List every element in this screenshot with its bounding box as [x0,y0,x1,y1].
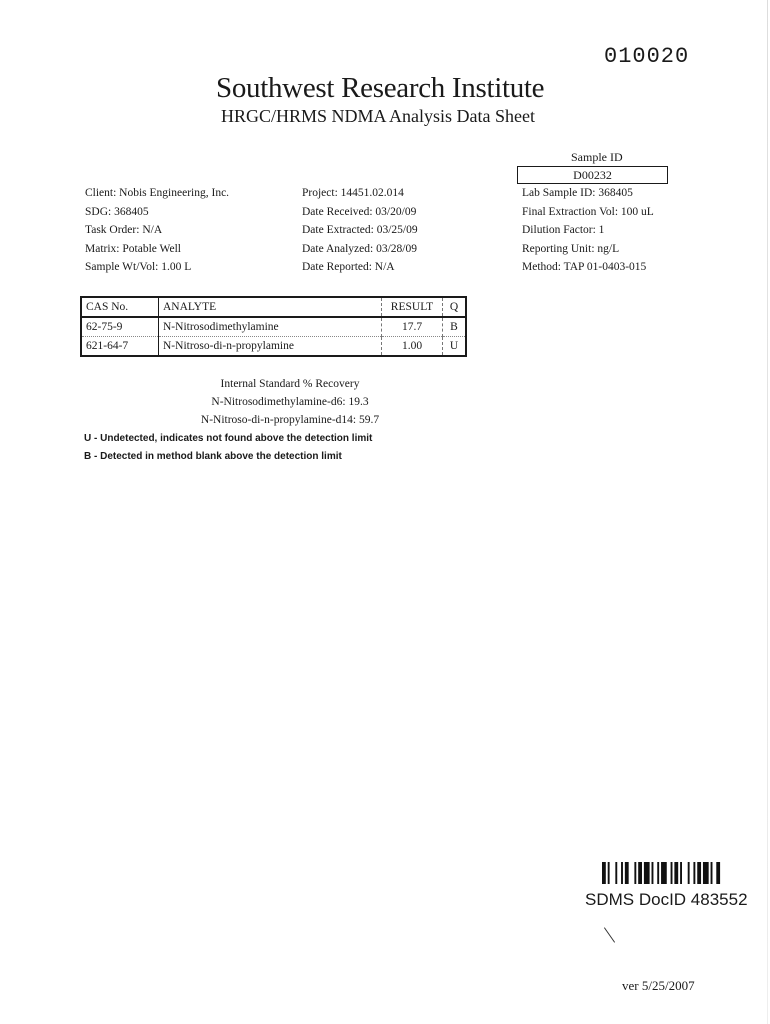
method-field: Method: TAP 01-0403-015 [522,261,647,273]
column-header-q: Q [443,297,467,317]
project-field: Project: 14451.02.014 [302,187,404,199]
lab-info-column [522,184,654,277]
analyte-cell: N-Nitrosodimethylamine [159,317,382,337]
sample-id-label: Sample ID [571,150,623,164]
qualifier-note-b: B - Detected in method blank above the detection limit [84,451,342,462]
project-info-column [302,184,418,277]
page-subtitle: HRGC/HRMS NDMA Analysis Data Sheet [221,106,536,126]
result-cell: 1.00 [382,337,443,357]
page-number: 010020 [604,44,690,69]
task-order-field: Task Order: N/A [85,224,163,236]
date-reported-field: Date Reported: N/A [302,261,395,273]
result-cell: 17.7 [382,317,443,337]
scan-edge [767,0,768,1024]
internal-standard-line: N-Nitroso-di-n-propylamine-d14: 59.7 [200,414,380,426]
matrix-field: Matrix: Potable Well [85,242,181,255]
barcode [602,862,722,884]
qualifier-cell: B [443,317,467,337]
column-header-analyte: ANALYTE [159,297,382,317]
sdg-field: SDG: 368405 [85,205,149,218]
lab-sample-id-field: Lab Sample ID: 368405 [522,187,633,199]
version-label: ver 5/25/2007 [622,978,695,993]
qualifier-note-u: U - Undetected, indicates not found above the detection limit [84,433,373,444]
table-row [81,317,466,337]
doc-id: SDMS DocID 483552 [585,890,748,909]
results-table [80,296,467,357]
page-title: Southwest Research Institute [216,72,545,104]
internal-standard-line: N-Nitrosodimethylamine-d6: 19.3 [211,396,369,408]
date-analyzed-field: Date Analyzed: 03/28/09 [302,242,417,255]
dilution-factor-field: Dilution Factor: 1 [522,224,605,236]
sample-id-value: D00232 [517,166,668,184]
analyte-cell: N-Nitroso-di-n-propylamine [163,340,294,352]
client-info-column [85,184,229,277]
qualifier-cell: U [449,340,459,352]
pen-mark [604,927,615,942]
date-extracted-field: Date Extracted: 03/25/09 [302,224,418,236]
cas-cell: 62-75-9 [81,317,159,337]
date-received-field: Date Received: 03/20/09 [302,205,417,218]
internal-standard-title: Internal Standard % Recovery [220,378,360,390]
client-field: Client: Nobis Engineering, Inc. [85,187,230,199]
cas-cell: 621-64-7 [81,337,159,357]
extraction-volume-field: Final Extraction Vol: 100 uL [522,205,654,218]
table-row [81,337,466,357]
column-header-cas: CAS No. [81,297,159,317]
reporting-unit-field: Reporting Unit: ng/L [522,242,620,255]
sample-volume-field: Sample Wt/Vol: 1.00 L [85,261,192,273]
table-header-row [81,297,466,317]
column-header-result: RESULT [382,297,443,317]
